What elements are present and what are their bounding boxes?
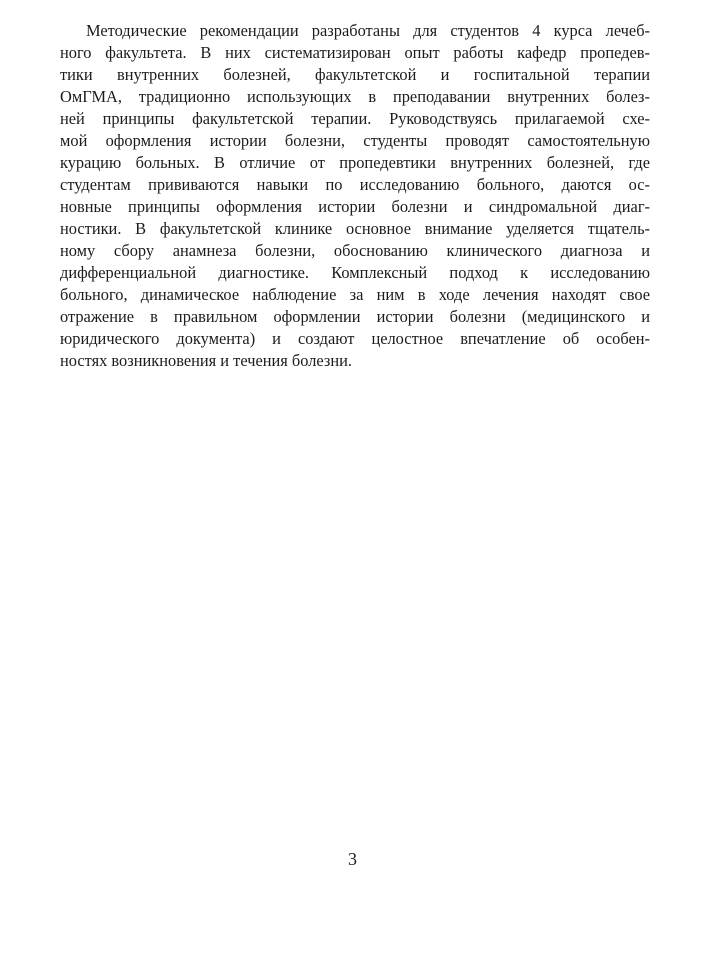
paragraph-line: юридического документа) и создают целостное впечатление об особен- xyxy=(60,329,650,348)
paragraph-line: мой оформления истории болезни, студенты проводят самостоятельную xyxy=(60,131,650,150)
page-number: 3 xyxy=(348,849,357,869)
paragraph-line: Методические рекомендации разработаны для студентов 4 курса лечеб- xyxy=(86,21,650,40)
paragraph-line: ностях возникновения и течения болезни. xyxy=(60,351,352,370)
paragraph-line: дифференциальной диагностике. Комплексный подход к исследованию xyxy=(60,263,650,282)
paragraph-line: больного, динамическое наблюдение за ним в ходе лечения находят свое xyxy=(60,285,650,304)
paragraph-line: ней принципы факультетской терапии. Руководствуясь прилагаемой схе- xyxy=(60,109,650,128)
paragraph-line: ОмГМА, традиционно использующих в преподавании внутренних болез- xyxy=(60,87,650,106)
paragraph-line: студентам прививаются навыки по исследованию больного, даются ос- xyxy=(60,175,650,194)
body-paragraph xyxy=(60,20,650,372)
paragraph-line: ному сбору анамнеза болезни, обоснованию клинического диагноза и xyxy=(60,241,650,260)
paragraph-line: курацию больных. В отличие от пропедевтики внутренних болезней, где xyxy=(60,153,650,172)
paragraph-line: ного факультета. В них систематизирован опыт работы кафедр пропедев- xyxy=(60,43,650,62)
paragraph-line: новные принципы оформления истории болезни и синдромальной диаг- xyxy=(60,197,650,216)
paragraph-line: тики внутренних болезней, факультетской и госпитальной терапии xyxy=(60,65,650,84)
paragraph-line: отражение в правильном оформлении истории болезни (медицинского и xyxy=(60,307,650,326)
paragraph-line: ностики. В факультетской клинике основное внимание уделяется тщатель- xyxy=(60,219,650,238)
